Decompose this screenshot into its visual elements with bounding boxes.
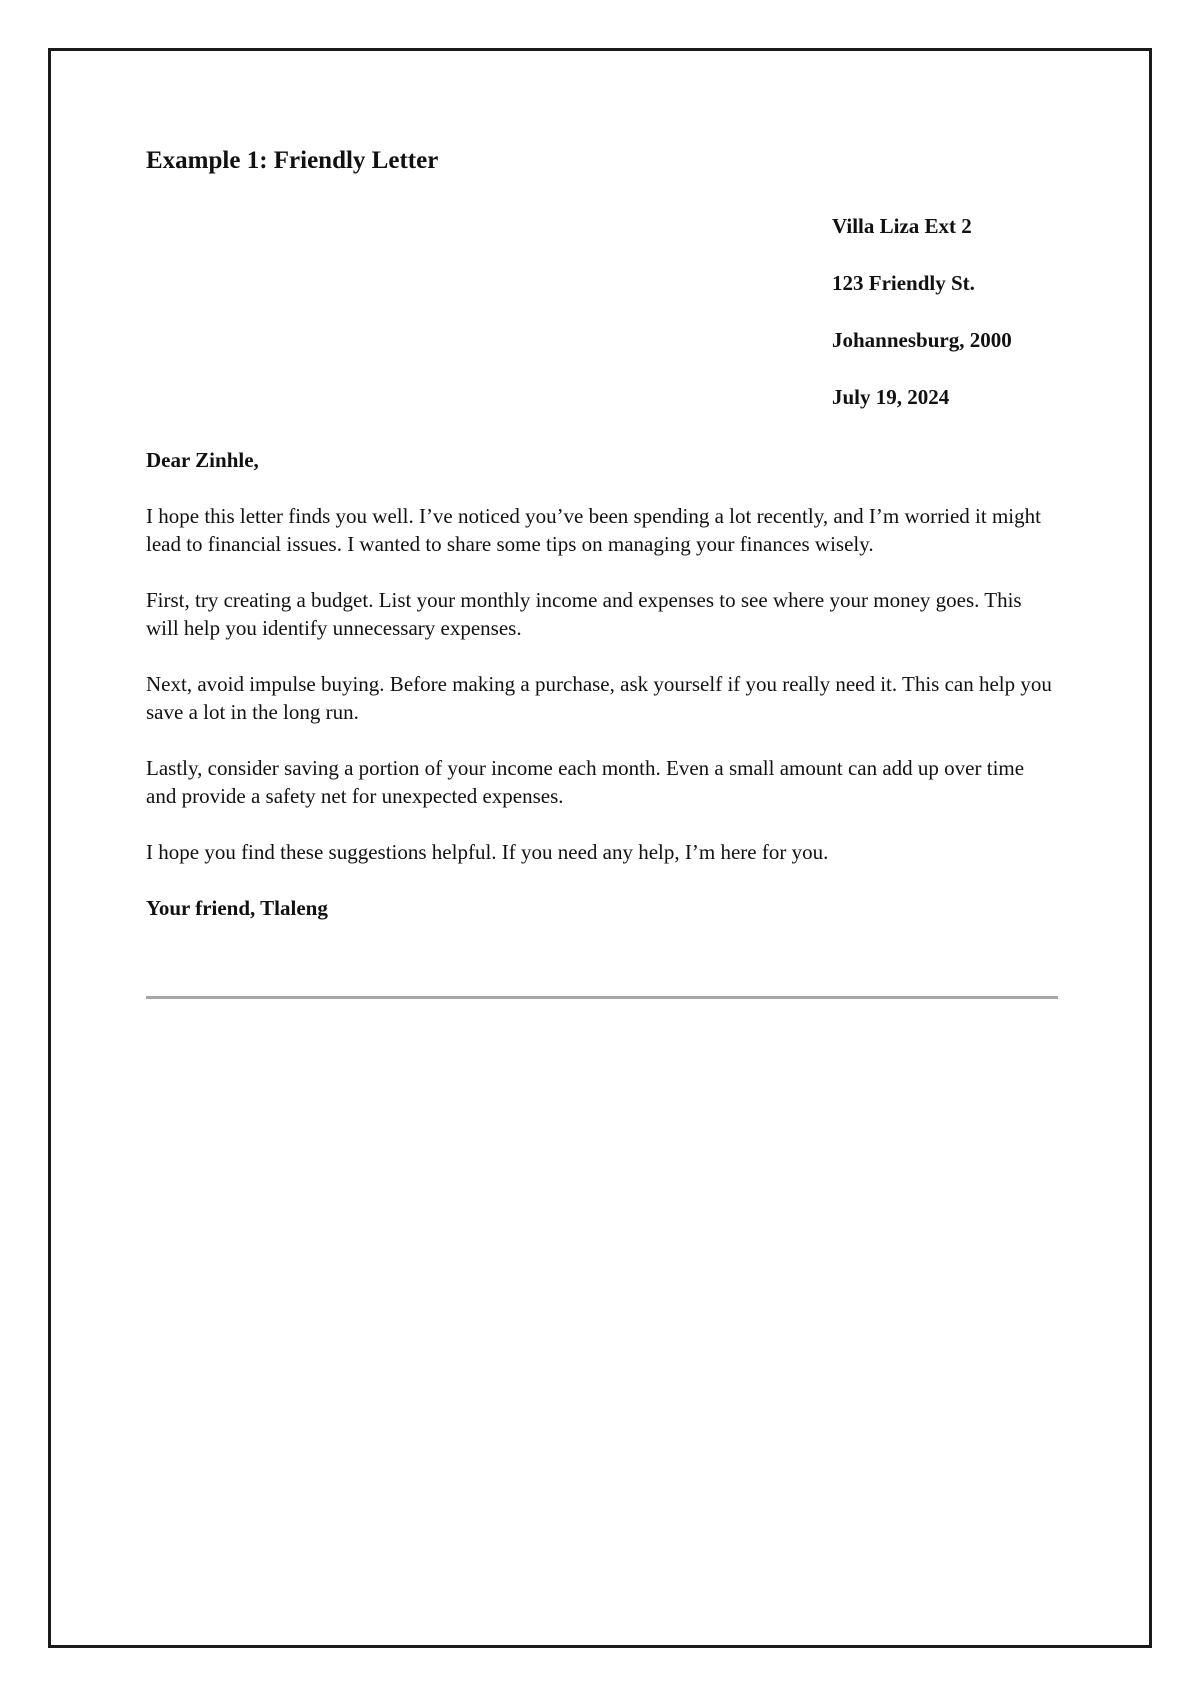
letter-body bbox=[146, 446, 1058, 922]
letter-date: July 19, 2024 bbox=[832, 385, 950, 409]
address-line-2: 123 Friendly St. bbox=[832, 271, 975, 295]
document-header bbox=[146, 146, 1058, 176]
horizontal-divider bbox=[146, 996, 1058, 999]
paragraph-1: I hope this letter finds you well. I’ve noticed you’ve been spending a lot recently, and I’m worried it might lead to financial issues. I wanted to share some tips on managing your finances wisely. bbox=[146, 504, 1041, 556]
salutation: Dear Zinhle, bbox=[146, 448, 259, 472]
sender-address bbox=[832, 212, 1012, 440]
paragraph-3: Next, avoid impulse buying. Before making a purchase, ask yourself if you really need it. This can help you save a lot in the long run. bbox=[146, 672, 1052, 724]
document-heading: Example 1: Friendly Letter bbox=[146, 147, 439, 174]
address-line-1: Villa Liza Ext 2 bbox=[832, 214, 972, 238]
paragraph-5: I hope you find these suggestions helpful. If you need any help, I’m here for you. bbox=[146, 840, 829, 864]
closing-signature: Your friend, Tlaleng bbox=[146, 896, 328, 920]
address-line-3: Johannesburg, 2000 bbox=[832, 328, 1012, 352]
paragraph-4: Lastly, consider saving a portion of your income each month. Even a small amount can add up over time and provide a safety net for unexpected expenses. bbox=[146, 756, 1025, 808]
paragraph-2: First, try creating a budget. List your monthly income and expenses to see where your money goes. This will help you identify unnecessary expenses. bbox=[146, 588, 1022, 640]
